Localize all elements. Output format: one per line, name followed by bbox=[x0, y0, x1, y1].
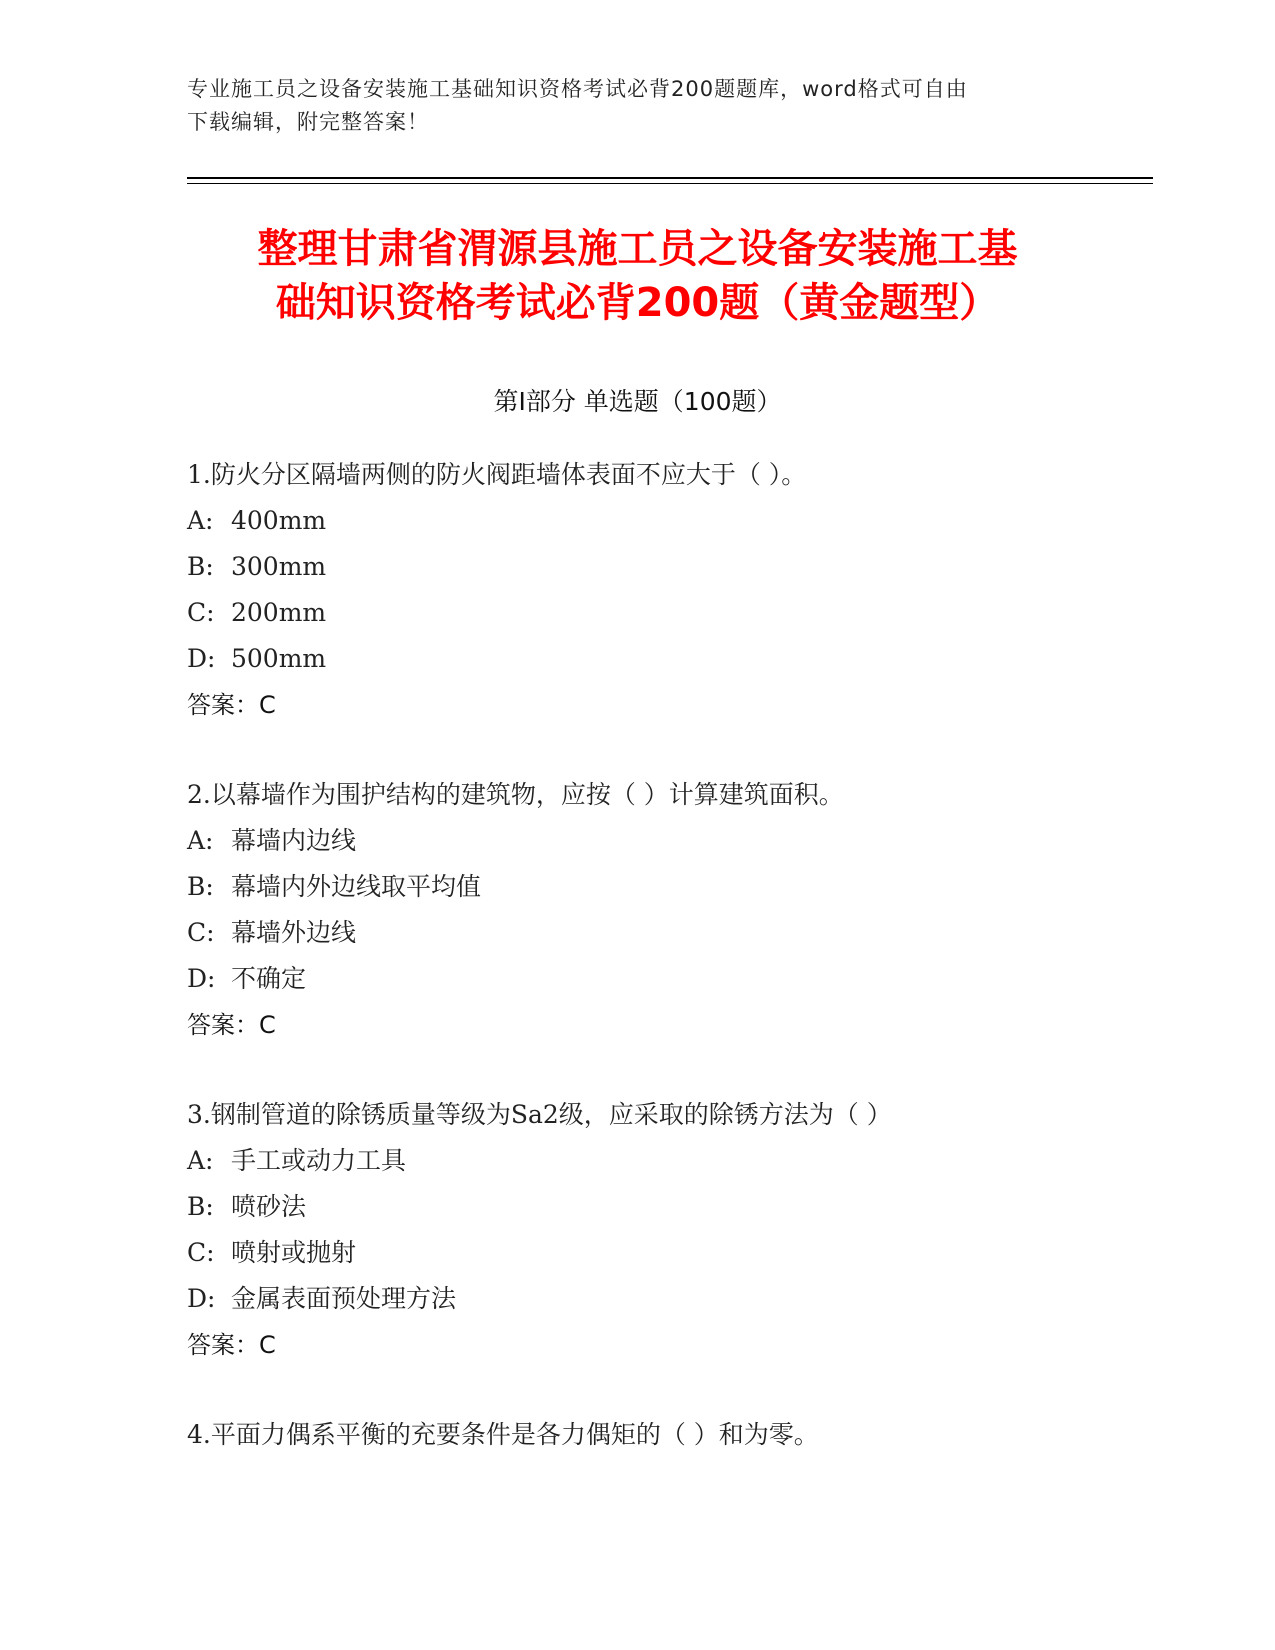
document-title bbox=[160, 222, 1115, 330]
option-letter: C: bbox=[187, 1238, 215, 1267]
option-letter: D: bbox=[187, 964, 216, 993]
question-4 bbox=[187, 1412, 1147, 1458]
option-c bbox=[187, 910, 1147, 956]
option-text: 200mm bbox=[231, 598, 327, 627]
option-text: 400mm bbox=[231, 506, 327, 535]
option-text: 喷砂法 bbox=[231, 1192, 307, 1221]
question-stem: 2.以幕墙作为围护结构的建筑物，应按（ ）计算建筑面积。 bbox=[187, 780, 844, 809]
option-a bbox=[187, 498, 1147, 544]
option-d bbox=[187, 636, 1147, 682]
option-b bbox=[187, 1184, 1147, 1230]
header-divider-thick bbox=[187, 177, 1153, 179]
option-text: 500mm bbox=[231, 644, 327, 673]
option-d bbox=[187, 956, 1147, 1002]
option-letter: A: bbox=[187, 1146, 214, 1175]
option-text: 不确定 bbox=[231, 964, 307, 993]
question-stem: 1.防火分区隔墙两侧的防火阀距墙体表面不应大于（ ）。 bbox=[187, 460, 807, 489]
question-3 bbox=[187, 1092, 1147, 1368]
intro-line-1: 专业施工员之设备安装施工基础知识资格考试必背200题题库，word格式可自由 bbox=[187, 77, 968, 101]
option-b bbox=[187, 864, 1147, 910]
answer-line: 答案：C bbox=[187, 1011, 276, 1039]
option-d bbox=[187, 1276, 1147, 1322]
intro-line-2: 下载编辑，附完整答案！ bbox=[187, 110, 429, 134]
option-a bbox=[187, 1138, 1147, 1184]
option-c bbox=[187, 590, 1147, 636]
option-text: 手工或动力工具 bbox=[231, 1146, 407, 1175]
option-text: 幕墙内外边线取平均值 bbox=[231, 872, 482, 901]
title-line-2: 础知识资格考试必背200题（黄金题型） bbox=[275, 280, 1000, 326]
option-letter: A: bbox=[187, 826, 214, 855]
option-letter: C: bbox=[187, 918, 215, 947]
option-letter: C: bbox=[187, 598, 215, 627]
option-text: 幕墙外边线 bbox=[231, 918, 357, 947]
option-letter: D: bbox=[187, 644, 216, 673]
option-letter: B: bbox=[187, 1192, 214, 1221]
option-letter: A: bbox=[187, 506, 214, 535]
option-text: 300mm bbox=[231, 552, 327, 581]
answer-line: 答案：C bbox=[187, 1331, 276, 1359]
question-2 bbox=[187, 772, 1147, 1048]
question-1 bbox=[187, 452, 1147, 728]
option-c bbox=[187, 1230, 1147, 1276]
answer-line: 答案：C bbox=[187, 691, 276, 719]
option-letter: B: bbox=[187, 552, 214, 581]
option-text: 幕墙内边线 bbox=[231, 826, 357, 855]
option-a bbox=[187, 818, 1147, 864]
option-letter: D: bbox=[187, 1284, 216, 1313]
section-heading: 第Ⅰ部分 单选题（100题） bbox=[493, 387, 782, 416]
question-stem: 3.钢制管道的除锈质量等级为Sa2级，应采取的除锈方法为（ ） bbox=[187, 1100, 892, 1129]
option-text: 喷射或抛射 bbox=[231, 1238, 357, 1267]
question-stem: 4.平面力偶系平衡的充要条件是各力偶矩的（ ）和为零。 bbox=[187, 1420, 819, 1449]
title-line-1: 整理甘肃省渭源县施工员之设备安装施工基 bbox=[257, 226, 1018, 272]
header-divider-thin bbox=[187, 183, 1153, 184]
intro-text bbox=[187, 73, 1067, 139]
option-b bbox=[187, 544, 1147, 590]
option-text: 金属表面预处理方法 bbox=[231, 1284, 457, 1313]
option-letter: B: bbox=[187, 872, 214, 901]
